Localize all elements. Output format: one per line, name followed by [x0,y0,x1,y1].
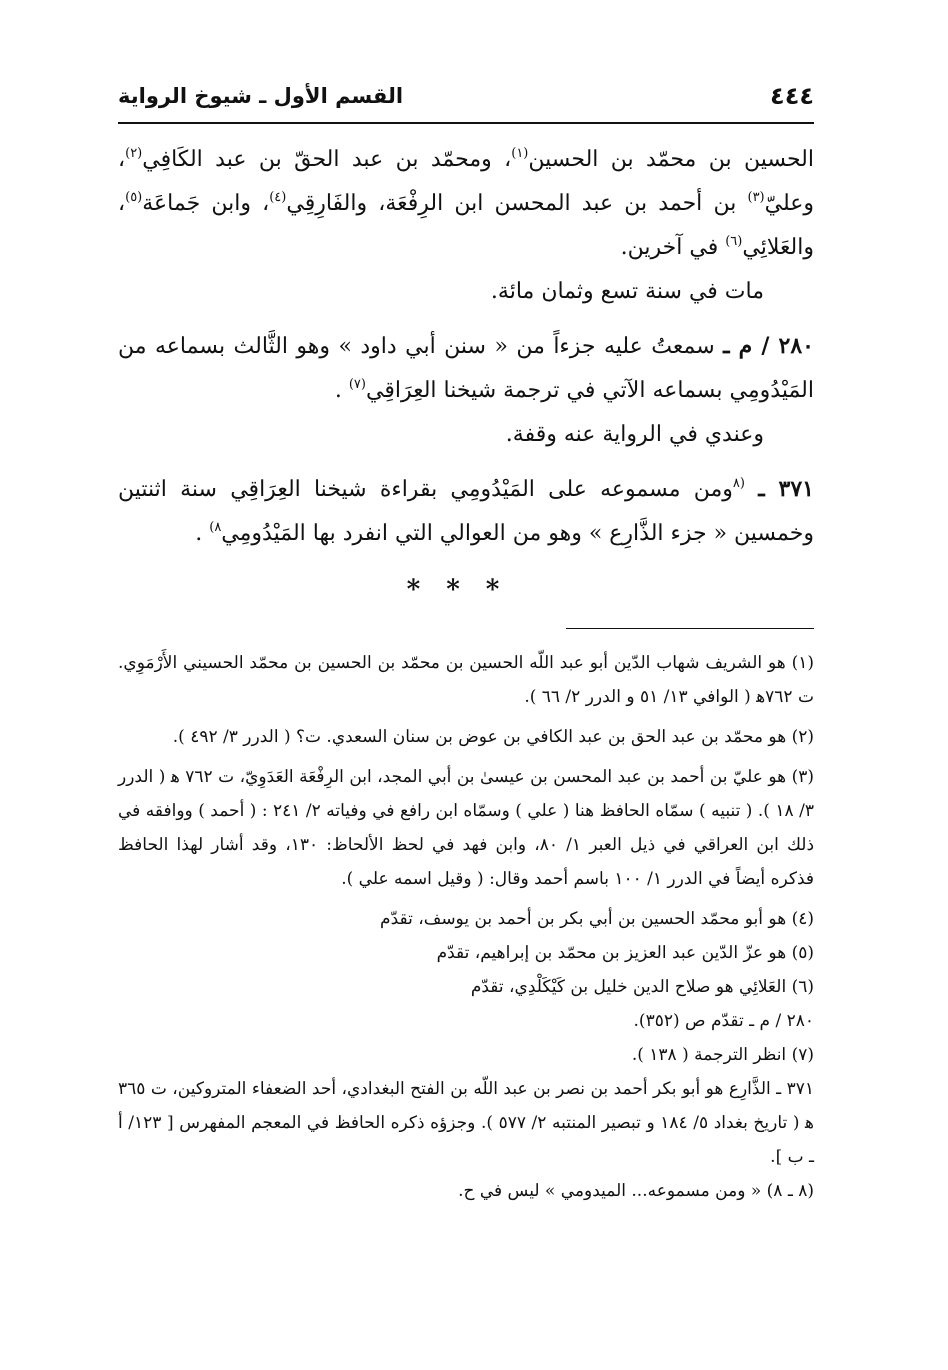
footnote-ref[interactable]: (٤) [269,190,287,205]
footnote-ref[interactable]: (٣) [747,190,765,205]
header-rule [118,122,814,124]
footnote-6: (٦) العَلائِي هو صلاح الدين خليل بن كَيْكَلْدِي، تقدّم [470,977,814,997]
footnote-ref[interactable]: (٢) [125,146,143,161]
footnote-ref[interactable]: (٧) [348,377,366,392]
page-header [118,78,814,118]
footnote-2: (٢) هو محمّد بن عبد الحق بن عبد الكافي بن عوض بن سنان السعدي. ت؟ ( الدرر ٣/ ٤٩٢ ). [172,727,814,747]
main-text [118,138,814,612]
footnote-5: (٥) هو عزّ الدّين عبد العزيز بن محمّد بن إبراهيم، تقدّم [436,943,814,963]
footnote-1: (١) هو الشريف شهاب الدّين أبو عبد اللّه الحسين بن محمّد بن الحسين بن محمّد الحسيني الأَرْمَوِي. ت ٧٦٢ه‍ ( الوافي ١٣/ ٥١ و الدرر ٢/ ٦٦ ). [118,653,814,707]
footnote-4: (٤) هو أبو محمّد الحسين بن أبي بكر بن أحمد بن يوسف، تقدّم [380,909,814,929]
paragraph-teachers: الحسين بن محمّد بن الحسين$^{(١)}$، ومحمّد بن عبد الحقّ بن عبد الكَافِي$^{(٢)}$، وعليّ$^{(٣)}$ بن أحمد بن عبد المحسن ابن الرِفْعَة، والفَارِقِي$^{(٤)}$، وابن جَماعَة$^{(٥)}$، والعَلائِي$^{(٦)}$ في آخرين. [118,146,814,260]
footnote-ref[interactable]: ٨) [209,520,222,535]
footnote-8: (٨ ـ ٨) « ومن مسموعه... الميدومي » ليس في ح. [458,1181,814,1201]
footnote-ref[interactable]: (١) [511,146,529,161]
footnote-3: (٣) هو عليّ بن أحمد بن عبد المحسن بن عيسىٰ بن أبي المجد، ابن الرِفْعَة العَدَوِيّ، ت ٧٦٢ ه‍ ( الدرر ٣/ ١٨ ). ( تنبيه ) سمّاه الحافظ هنا ( علي ) وسمّاه ابن رافع في وفياته ٢/ ٢٤١ : ( أحمد ) ووافقه في ذلك ابن العراقي في ذيل العبر ١/ ٨٠، وابن فهد في لحظ الألحاظ: ١٣٠، وقد أشار لهذا الحافظ فذكره أيضاً في الدرر ١/ ١٠٠ باسم أحمد وقال: ( وقيل اسمه علي ). [118,767,815,889]
section-separator: *** [406,575,526,605]
footnote-371: ٣٧١ ـ الذَّارِع هو أبو بكر أحمد بن نصر بن عبد اللّه بن الفتح البغدادي، أحد الضعفاء المتروكين، ت ٣٦٥ ه‍ ( تاريخ بغداد ٥/ ١٨٤ و تبصير المنتبه ٢/ ٥٧٧ ). وجزؤه ذكره الحافظ في المعجم المفهرس [ ١٢٣/ أ ـ ب ]. [118,1079,815,1167]
entry-371: ٣٧١ ـ $^{(٨}$ومن مسموعه على المَيْدُومِي بقراءة شيخنا العِرَاقِي سنة اثنتين وخمسين « جزء الذَّارِع » وهو من العوالي التي انفرد بها المَيْدُومِي$^{٨)}$ . [118,476,814,546]
footnote-ref[interactable]: (٦) [725,234,743,249]
entry-280: ٢٨٠ / م ـ سمعتُ عليه جزءاً من « سنن أبي داود » وهو الثَّالث بسماعه من المَيْدُومِي بسماعه الآتي في ترجمة شيخنا العِرَاقِي$^{(٧)}$ . [118,333,814,403]
entry-number: ٢٨٠ / م ـ [723,333,814,359]
running-title: القسم الأول ـ شيوخ الرواية [118,84,404,108]
footnote-7: (٧) انظر الترجمة ( ١٣٨ ). [631,1045,814,1065]
page-number: ٤٤٤ [770,82,814,110]
entry-number: ٣٧١ ـ [758,476,814,502]
paragraph-note: وعندي في الرواية عنه وقفة. [505,422,764,447]
footnotes [118,646,814,1208]
footnote-ref[interactable]: (٨ [732,476,745,491]
paragraph-death: مات في سنة تسع وثمان مائة. [490,279,764,304]
footnote-280: ٢٨٠ / م ـ تقدّم ص (٣٥٢). [633,1011,814,1031]
footnote-ref[interactable]: (٥) [125,190,143,205]
footnote-rule [566,628,814,629]
